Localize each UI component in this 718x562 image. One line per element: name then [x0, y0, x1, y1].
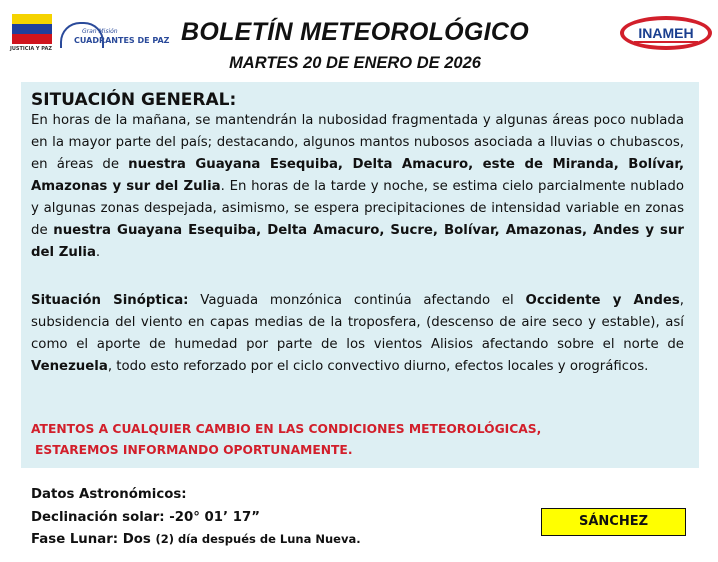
gran-mision-small-text: Gran Misión [82, 28, 118, 35]
datos-astronomicos-title: Datos Astronómicos: [31, 487, 187, 502]
logos-left [8, 10, 170, 55]
fase-lunar: Fase Lunar: Dos (2) día después de Luna Nueva. [31, 532, 361, 547]
cuadrantes-de-paz-text: CUADRANTES DE PAZ [74, 36, 170, 45]
author-badge: SÁNCHEZ [541, 508, 686, 536]
situacion-general-text: En horas de la mañana, se mantendrán la nubosidad fragmentada y algunas áreas poco nublada en la mayor parte del país; destacando, algunos mantos nubosos asociada a lluvias o chubascos, en áreas de nuestra Guayana Esequiba, Delta Amacuro, este de Miranda, Bolívar, Amazonas y sur del Zulia. En horas de la tarde y noche, se estima cielo parcialmente nublado y algunas zonas despejada, asimismo, se espera precipitaciones de intensidad variable en zonas de nuestra Guayana Esequiba, Delta Amacuro, Sucre, Bolívar, Amazonas, Andes y sur del Zulia. [31, 113, 684, 260]
declinacion-solar: Declinación solar: -20° 01’ 17” [31, 510, 260, 525]
alert-line-2: ESTAREMOS INFORMANDO OPORTUNAMENTE. [35, 443, 353, 457]
bulletin-date: MARTES 20 DE ENERO DE 2026 [229, 54, 481, 72]
gran-mision-logo [60, 22, 170, 50]
inameh-logo [620, 16, 712, 50]
header [0, 0, 718, 80]
page-title: BOLETÍN METEOROLÓGICO [181, 18, 529, 46]
alert-line-1: ATENTOS A CUALQUIER CAMBIO EN LAS CONDICIONES METEOROLÓGICAS, [31, 422, 542, 436]
situacion-sinoptica-label: Situación Sinóptica: [31, 293, 189, 308]
venezuela-flag-icon [12, 14, 52, 44]
justicia-paz-caption: JUSTICIA Y PAZ [10, 46, 52, 52]
situacion-sinoptica-text: Situación Sinóptica: Vaguada monzónica continúa afectando el Occidente y Andes, subsidencia del viento en capas medias de la troposfera, (descenso de aire seco y estable), así como el aporte de humedad por parte de los vientos Alisios afectando sobre el norte de Venezuela, todo esto reforzado por el ciclo convectivo diurno, efectos locales y orográficos. [31, 293, 684, 374]
inameh-logo-text: INAMEH [638, 25, 694, 41]
situacion-general-title: SITUACIÓN GENERAL: [31, 90, 237, 110]
